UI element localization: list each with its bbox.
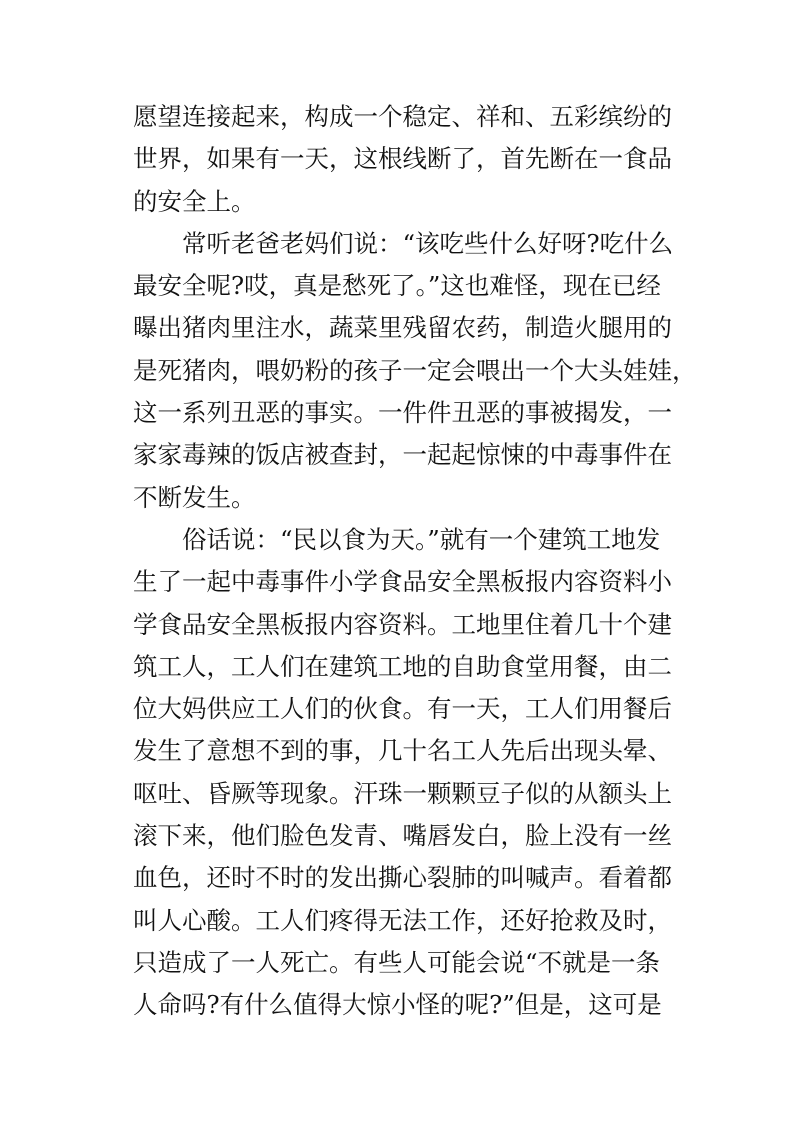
text-line: 最安全呢?哎，真是愁死了。”这也难怪，现在已经 (133, 271, 661, 301)
document-body (133, 96, 697, 1027)
paragraph-first-line: 俗话说：“民以食为天。”就有一个建筑工地发 (182, 524, 661, 554)
text-line: 筑工人，工人们在建筑工地的自助食堂用餐，由二 (133, 651, 672, 681)
text-line: 不断发生。 (133, 482, 256, 512)
text-line: 世界，如果有一天，这根线断了，首先断在一食品 (133, 144, 672, 174)
text-line: 曝出猪肉里注水，蔬菜里残留农药，制造火腿用的 (133, 313, 672, 343)
text-line: 滚下来，他们脸色发青、嘴唇发白，脸上没有一丝 (133, 821, 672, 851)
paragraph-first-line: 常听老爸老妈们说：“该吃些什么好呀?吃什么 (182, 228, 674, 258)
text-line: 位大妈供应工人们的伙食。有一天，工人们用餐后 (133, 694, 672, 724)
text-line: 愿望连接起来，构成一个稳定、祥和、五彩缤纷的 (133, 102, 672, 131)
text-line: 血色，还时不时的发出撕心裂肺的叫喊声。看着都 (133, 863, 672, 893)
text-line: 只造成了一人死亡。有些人可能会说“不就是一条 (133, 947, 661, 977)
text-line: 呕吐、昏厥等现象。汗珠一颗颗豆子似的从额头上 (133, 778, 672, 808)
text-line: 生了一起中毒事件小学食品安全黑板报内容资料小 (133, 567, 672, 597)
text-line: 的安全上。 (133, 186, 256, 216)
text-line: 学食品安全黑板报内容资料。工地里住着几十个建 (133, 609, 672, 639)
text-line: 叫人心酸。工人们疼得无法工作，还好抢救及时， (133, 905, 672, 935)
text-line: 这一系列丑恶的事实。一件件丑恶的事被揭发，一 (133, 398, 672, 428)
text-line: 家家毒辣的饭店被查封，一起起惊悚的中毒事件在 (133, 440, 672, 470)
text-line: 人命吗?有什么值得大惊小怪的呢?”但是，这可是 (133, 990, 662, 1020)
text-line: 是死猪肉，喂奶粉的孩子一定会喂出一个大头娃娃， (133, 355, 697, 385)
text-line: 发生了意想不到的事，几十名工人先后出现头晕、 (133, 736, 672, 766)
